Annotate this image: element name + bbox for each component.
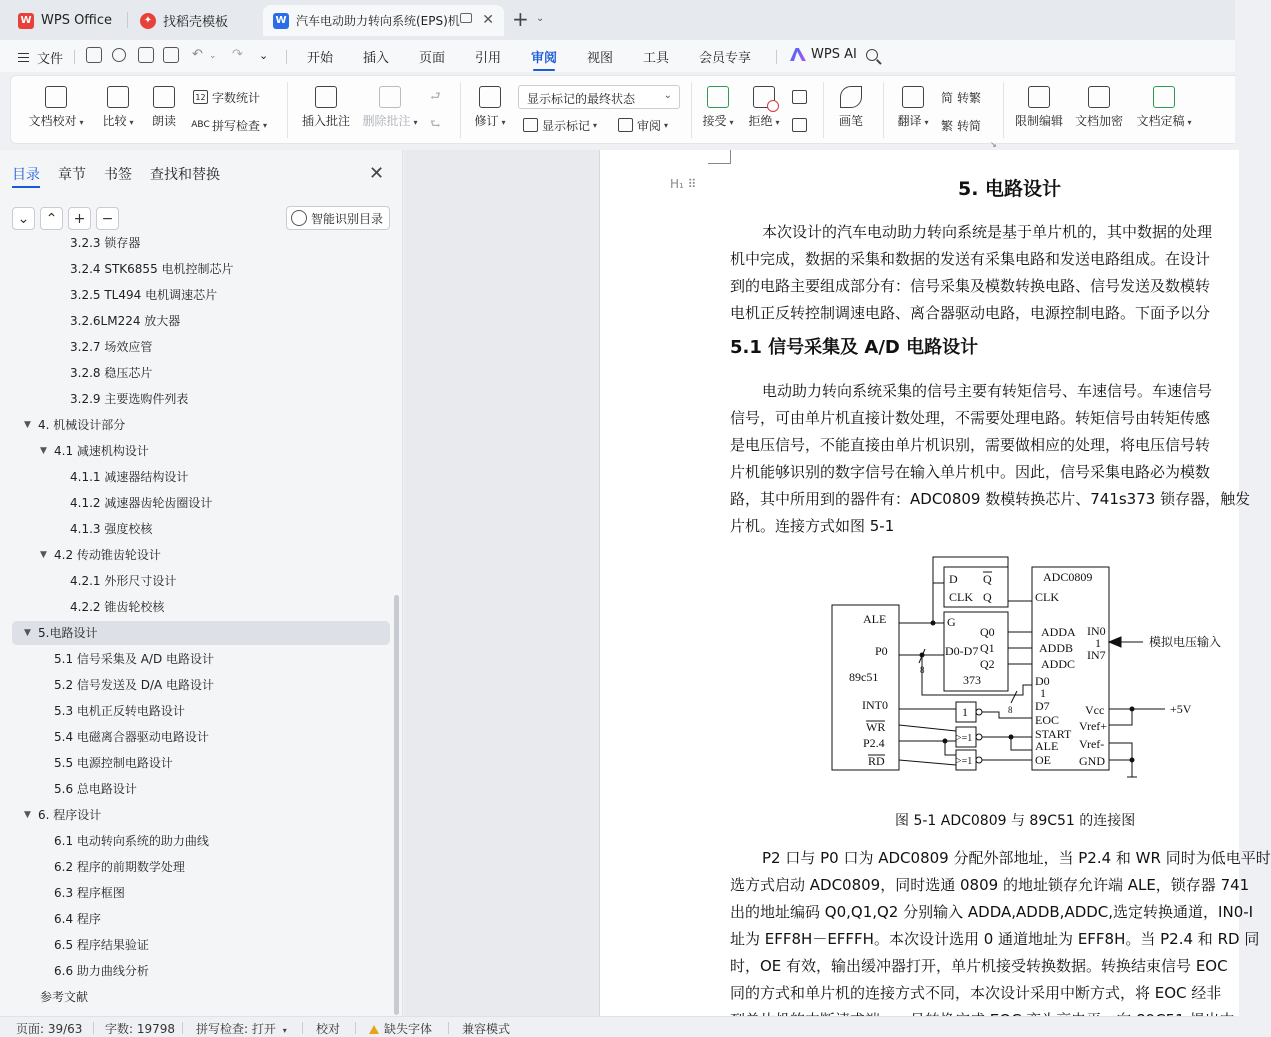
toc-item[interactable]: [12, 335, 390, 359]
toc-item-label: 4.2.1 外形尺寸设计: [70, 574, 177, 588]
nav-tab-toc[interactable]: 目录: [12, 164, 40, 184]
status-separator: [302, 1022, 303, 1034]
encrypt-icon: [1088, 86, 1110, 108]
ff-clk: CLK: [949, 590, 973, 604]
add-heading-icon[interactable]: +: [68, 207, 91, 230]
toc-item-label: 4.2.2 锥齿轮校核: [70, 600, 165, 614]
finalize-button[interactable]: 文档定稿 ▾: [1133, 76, 1195, 144]
toc-item[interactable]: [12, 257, 390, 281]
mcu-label: 89c51: [849, 670, 879, 684]
track-changes-button[interactable]: 修订 ▾: [470, 76, 510, 144]
nav-tab-sections[interactable]: 章节: [58, 167, 86, 183]
toc-item-label: 5.1 信号采集及 A/D 电路设计: [54, 652, 215, 666]
ribbon-separator: [823, 82, 824, 138]
toc-item[interactable]: [12, 569, 390, 593]
ff-qbar: Q: [983, 572, 992, 586]
circuit-diagram: [825, 555, 1245, 785]
adc-in0: IN0: [1087, 624, 1106, 638]
markup-state-value: 显示标记的最终状态: [527, 92, 636, 106]
window-tab-bar: [0, 0, 1235, 40]
reject-label: 拒绝: [748, 114, 773, 128]
status-separator: [93, 1022, 94, 1034]
toc-item[interactable]: [12, 855, 390, 879]
adc-addb: ADDB: [1039, 641, 1074, 655]
toc-item-label: 3.2.8 稳压芯片: [70, 366, 153, 380]
latch-q1: Q1: [980, 641, 995, 655]
menu-tab-tools[interactable]: 工具: [643, 51, 670, 66]
adc-gnd: GND: [1079, 754, 1105, 768]
paragraph-line: 片机能够识别的数字信号在输入单片机中。因此，信号采集电路必为模数: [730, 463, 1211, 481]
nav-scrollbar[interactable]: [394, 595, 399, 1015]
latch-q0: Q0: [980, 625, 995, 639]
toc-item-label: 3.2.9 主要选购件列表: [70, 392, 189, 406]
figure-caption: 图 5-1 ADC0809 与 89C51 的连接图: [895, 813, 1136, 829]
paragraph-line: 同的方式和单片机的连接方式不同，本次设计采用中断方式，将 EOC 经非: [730, 984, 1222, 1002]
print-icon[interactable]: [138, 47, 154, 63]
tab-template[interactable]: [130, 5, 258, 36]
missing-font-indicator[interactable]: [369, 1020, 432, 1037]
toc-item-label: 6.3 程序框图: [54, 886, 125, 900]
expand-triangle-icon[interactable]: ▼: [24, 420, 31, 430]
wps-ai-button[interactable]: [790, 47, 857, 62]
word-count-icon: 12: [193, 90, 208, 104]
markup-state-select[interactable]: [518, 85, 680, 109]
hamburger-icon: [18, 53, 29, 62]
latch-d: D0-D7: [945, 644, 979, 658]
doc-check-icon: [45, 86, 67, 108]
toc-item[interactable]: [12, 647, 390, 671]
smart-toc-icon: [291, 210, 307, 226]
menu-separator: [74, 50, 75, 64]
or-gate-label: >=1: [956, 733, 973, 744]
track-changes-label: 修订: [474, 114, 499, 128]
paragraph-line: 电动助力转向系统采集的信号主要有转矩信号、车速信号。车速信号: [762, 382, 1213, 400]
accept-button[interactable]: 接受 ▾: [699, 76, 737, 144]
writer-logo-icon: W: [273, 13, 289, 29]
toc-item-label: 5.2 信号发送及 D/A 电路设计: [54, 678, 215, 692]
compat-mode-indicator[interactable]: 兼容模式: [462, 1022, 511, 1036]
tab-label: 找稻壳模板: [163, 15, 229, 30]
reject-icon: [753, 86, 775, 108]
adc-vref-minus: Vref-: [1079, 737, 1105, 751]
pen-button[interactable]: [833, 76, 869, 144]
toc-item-label: 4.1.3 强度校核: [70, 522, 153, 536]
status-separator: [448, 1022, 449, 1034]
adc-vcc: Vcc: [1085, 703, 1105, 717]
to-simplified-button[interactable]: [941, 115, 981, 135]
paragraph-line: 本次设计的汽车电动助力转向系统是基于单片机的，其中数据的处理: [762, 223, 1213, 241]
expand-triangle-icon[interactable]: ▼: [24, 628, 31, 638]
status-separator: [182, 1022, 183, 1034]
toc-item-label: 6.5 程序结果验证: [54, 938, 149, 952]
menu-tab-view[interactable]: 视图: [587, 51, 614, 66]
toc-item-label: 6. 程序设计: [38, 808, 102, 822]
toc-item[interactable]: [12, 517, 390, 541]
toc-item-label: 4.1.2 减速器齿轮齿圈设计: [70, 496, 213, 510]
toc-item[interactable]: [12, 283, 390, 307]
toc-item-label: 3.2.4 STK6855 电机控制芯片: [70, 262, 234, 276]
toc-item[interactable]: [12, 465, 390, 489]
more-chevron-icon[interactable]: ⌄: [259, 49, 269, 62]
toc-item[interactable]: [12, 725, 390, 749]
finalize-icon: [1153, 86, 1175, 108]
expand-down-icon[interactable]: ⌄: [12, 207, 35, 230]
ff-q: Q: [983, 590, 992, 604]
spell-check-status: 拼写检查: 打开: [196, 1022, 276, 1036]
new-tab-icon[interactable]: +: [512, 7, 529, 31]
compare-button[interactable]: 比较 ▾: [97, 76, 139, 144]
ribbon-separator: [287, 82, 288, 138]
menu-tab-member[interactable]: 会员专享: [699, 51, 752, 66]
docer-logo-icon: ✦: [140, 13, 156, 29]
expand-triangle-icon[interactable]: ▼: [24, 810, 31, 820]
toc-item[interactable]: [12, 959, 390, 983]
toc-item[interactable]: [12, 829, 390, 853]
doc-check-label: 文档校对: [28, 114, 77, 128]
expand-triangle-icon[interactable]: ▼: [40, 446, 47, 456]
chevron-down-icon[interactable]: ⌄: [536, 13, 545, 24]
menu-separator: [776, 50, 777, 64]
reject-button[interactable]: 拒绝 ▾: [745, 76, 783, 144]
margin-mark: [708, 163, 730, 164]
toc-item-label: 4.1 减速机构设计: [54, 444, 149, 458]
expand-triangle-icon[interactable]: ▼: [40, 550, 47, 560]
close-pane-icon[interactable]: ✕: [369, 163, 385, 184]
smart-toc-label: 智能识别目录: [311, 211, 384, 226]
translate-icon: [902, 86, 924, 108]
finalize-label: 文档定稿: [1136, 114, 1185, 128]
toc-item[interactable]: [12, 413, 390, 437]
insert-comment-button[interactable]: [300, 76, 352, 144]
toc-item[interactable]: [12, 309, 390, 333]
toc-item[interactable]: [12, 777, 390, 801]
to-traditional-button[interactable]: [941, 87, 981, 107]
restrict-edit-icon: [1028, 86, 1050, 108]
menu-bar: [0, 40, 1235, 72]
show-markup-label: 显示标记: [542, 118, 591, 133]
tab-label: WPS Office: [41, 13, 113, 28]
paragraph-line: 机中完成，数据的采集和数据的发送有采集电路和发送电路组成。在设计: [730, 250, 1211, 268]
toc-item[interactable]: [12, 621, 390, 645]
monitor-icon[interactable]: [460, 13, 472, 23]
toc-item-label: 6.6 助力曲线分析: [54, 964, 149, 978]
adc-in7: IN7: [1087, 648, 1106, 662]
toc-item-label: 参考文献: [40, 990, 89, 1004]
spell-check-icon: ABC: [191, 120, 210, 130]
file-menu[interactable]: [18, 48, 63, 67]
menu-tab-insert[interactable]: 插入: [363, 51, 390, 66]
prev-change-icon[interactable]: [792, 87, 811, 107]
restrict-edit-label: 限制编辑: [1014, 114, 1063, 128]
menu-tab-review[interactable]: 审阅: [531, 47, 557, 66]
analog-input-label: 模拟电压输入: [1149, 635, 1222, 649]
pen-icon: [840, 86, 862, 108]
nav-tab-bookmarks[interactable]: 书签: [104, 167, 132, 183]
adc-oe: OE: [1035, 753, 1051, 767]
paragraph-line: 到的电路主要组成部分有：信号采集及模数转换电路、信号发送及数模转: [730, 277, 1211, 295]
toc-item-label: 6.4 程序: [54, 912, 101, 926]
encrypt-label: 文档加密: [1074, 114, 1123, 128]
toc-list: [0, 236, 392, 1016]
insert-comment-label: 插入批注: [301, 114, 350, 128]
tab-label: 汽车电动助力转向系统(EPS)机: [296, 14, 460, 28]
vplus-label: +5V: [1170, 702, 1192, 716]
latch-g: G: [947, 615, 956, 629]
toc-item-label: 4.1.1 减速器结构设计: [70, 470, 189, 484]
translate-label: 翻译: [897, 114, 922, 128]
toc-item-label: 5.电路设计: [38, 626, 98, 640]
toc-item[interactable]: [12, 699, 390, 723]
share-icon[interactable]: [112, 48, 126, 62]
adc-ale: ALE: [1035, 739, 1059, 753]
warning-icon: [369, 1025, 379, 1034]
compare-label: 比较: [102, 114, 127, 128]
simplified-icon: 繁: [941, 118, 954, 133]
toc-item-label: 5.6 总电路设计: [54, 782, 137, 796]
toc-item-label: 3.2.6LM224 放大器: [70, 314, 181, 328]
adc-adda: ADDA: [1041, 625, 1076, 639]
adc-start: START: [1035, 727, 1072, 741]
paragraph-line: 电机正反转控制调速电路、离合器驱动电路，电源控制电路。下面予以分: [730, 304, 1211, 322]
accept-icon: [707, 86, 729, 108]
adc-d0: D0: [1035, 674, 1050, 688]
prev-comment-icon[interactable]: ⮐: [430, 88, 441, 103]
tab-document[interactable]: [263, 5, 504, 36]
pin-int0: INT0: [862, 698, 888, 712]
ff-d: D: [949, 572, 958, 586]
menu-tab-home[interactable]: 开始: [307, 51, 334, 66]
delete-comment-label: 删除批注: [362, 114, 411, 128]
paragraph-line: 是电压信号，不能直接由单片机识别，需要做相应的处理，将电压信号转: [730, 436, 1211, 454]
toc-item[interactable]: [12, 803, 390, 827]
toc-item[interactable]: [12, 751, 390, 775]
undo-dropdown-icon[interactable]: ⌄: [209, 51, 217, 61]
toc-item-label: 6.2 程序的前期数学处理: [54, 860, 185, 874]
or-gate-label: >=1: [956, 756, 973, 767]
paragraph-line: 选方式启动 ADC0809，同时选通 0809 的地址锁存允许端 ALE，锁存器 741: [730, 876, 1250, 894]
navigation-pane: [0, 150, 403, 1016]
adc-addc: ADDC: [1041, 657, 1076, 671]
read-aloud-icon: [153, 86, 175, 108]
pen-label: 画笔: [838, 114, 863, 128]
document-area: [404, 150, 1271, 1016]
nav-tab-find-replace[interactable]: 查找和替换: [150, 167, 220, 183]
menu-separator: [286, 50, 287, 64]
heading-drag-handle-icon[interactable]: H₁ ⠿: [670, 177, 697, 191]
restrict-edit-button[interactable]: [1013, 76, 1065, 144]
toc-item-label: 3.2.5 TL494 电机调速芯片: [70, 288, 218, 302]
toc-item-label: 3.2.7 场效应管: [70, 340, 153, 354]
toc-item[interactable]: [12, 387, 390, 411]
word-count-indicator[interactable]: 字数: 19798: [105, 1022, 176, 1036]
track-changes-icon: [479, 86, 501, 108]
redo-icon[interactable]: ↷: [232, 47, 243, 62]
search-icon[interactable]: [866, 49, 878, 61]
encrypt-button[interactable]: [1073, 76, 1125, 144]
paragraph-line: 时，OE 有效，输出缓冲器打开，单片机接受转换数据。转换结束信号 EOC: [730, 957, 1228, 975]
toc-item[interactable]: [12, 491, 390, 515]
undo-icon[interactable]: ↶: [192, 47, 203, 62]
chevron-down-icon: ⌄: [663, 90, 672, 101]
margin-mark: [730, 150, 731, 164]
toc-item[interactable]: [12, 595, 390, 619]
toc-item-label: 4.2 传动锥齿轮设计: [54, 548, 161, 562]
latch-label: 373: [963, 673, 981, 687]
adc-label: ADC0809: [1043, 570, 1093, 584]
paragraph-line: 片机。连接方式如图 5-1: [730, 517, 895, 535]
toc-item[interactable]: [12, 673, 390, 697]
toc-item[interactable]: [12, 439, 390, 463]
pin-ale: ALE: [863, 612, 887, 626]
review-pane-button[interactable]: 审阅 ▾: [618, 115, 668, 135]
remove-heading-icon[interactable]: −: [96, 207, 119, 230]
review-pane-label: 审阅: [637, 118, 662, 133]
spell-check-indicator[interactable]: 拼写检查: 打开 ▾: [196, 1022, 287, 1036]
word-count-label: 字数统计: [212, 90, 261, 105]
delete-comment-button[interactable]: 删除批注 ▾: [361, 76, 419, 144]
status-separator: [355, 1022, 356, 1034]
delete-comment-icon: [379, 86, 401, 108]
toc-item-label: 5.3 电机正反转电路设计: [54, 704, 185, 718]
ribbon-separator: [460, 82, 461, 138]
adc-in-mid: 1: [1095, 636, 1101, 650]
bus-width-label-2: 8: [1008, 705, 1013, 715]
tab-separator: [127, 12, 128, 28]
file-menu-label: 文件: [37, 52, 64, 67]
smart-toc-button[interactable]: [286, 206, 390, 230]
adc-clk: CLK: [1035, 590, 1059, 604]
show-markup-icon: [523, 118, 538, 132]
toc-item[interactable]: [12, 361, 390, 385]
to-traditional-label: 转繁: [957, 90, 982, 105]
menu-tab-page[interactable]: 页面: [419, 51, 446, 66]
tab-wps-office[interactable]: [8, 5, 124, 36]
review-ribbon: [10, 75, 1235, 149]
read-aloud-label: 朗读: [151, 114, 176, 128]
toc-item[interactable]: [12, 907, 390, 931]
collapse-up-icon[interactable]: ⌃: [40, 207, 63, 230]
toc-item[interactable]: [12, 881, 390, 905]
toc-item[interactable]: [12, 985, 390, 1009]
toc-item-label: 5.4 电磁离合器驱动电路设计: [54, 730, 209, 744]
show-markup-button[interactable]: 显示标记 ▾: [523, 115, 597, 135]
dialog-launcher-icon[interactable]: ↘: [990, 139, 997, 149]
toc-item-label: 3.2.3 锁存器: [70, 236, 141, 250]
adc-d-mid: 1: [1040, 686, 1046, 700]
not-gate-label: 1: [962, 705, 968, 719]
bus-width-label: 8: [920, 665, 925, 675]
compare-icon: [107, 86, 129, 108]
document-page[interactable]: [599, 150, 1271, 1016]
to-simplified-label: 转简: [957, 118, 982, 133]
word-count-button[interactable]: [193, 87, 260, 107]
doc-heading-2: 5.1 信号采集及 A/D 电路设计: [730, 337, 979, 358]
menu-tab-reference[interactable]: 引用: [475, 51, 502, 66]
next-change-icon[interactable]: [792, 115, 811, 135]
toc-item-label: 4. 机械设计部分: [38, 418, 126, 432]
toc-item[interactable]: [12, 543, 390, 567]
paragraph-line: 信号，可由单片机直接计数处理，不需要处理电路。转矩信号由转矩传感: [730, 409, 1211, 427]
review-pane-icon: [618, 118, 633, 132]
adc-eoc: EOC: [1035, 713, 1059, 727]
pin-rd: RD: [868, 754, 885, 768]
toc-item-label: 6.1 电动转向系统的助力曲线: [54, 834, 209, 848]
wps-ai-icon: [790, 48, 806, 61]
page-indicator[interactable]: 页面: 39/63: [16, 1022, 83, 1036]
save-icon[interactable]: [86, 47, 102, 63]
paragraph-line: P2 口与 P0 口为 ADC0809 分配外部地址，当 P2.4 和 WR 同时为低电平时: [762, 849, 1271, 867]
paragraph-line: 路，其中所用到的器件有：ADC0809 数模转换芯片、741s373 锁存器，触发: [730, 490, 1251, 508]
toc-item[interactable]: [12, 933, 390, 957]
proofread-indicator[interactable]: 校对: [316, 1022, 341, 1036]
paragraph-line: 出的地址编码 Q0,Q1,Q2 分别输入 ADDA,ADDB,ADDC,选定转换通道，IN0-I: [730, 903, 1254, 921]
wps-ai-label: WPS AI: [811, 47, 857, 62]
spell-check-button[interactable]: ABC 拼写检查 ▾: [191, 118, 268, 133]
traditional-icon: 简: [941, 90, 954, 105]
doc-heading-1: 5. 电路设计: [958, 178, 1062, 200]
paragraph-line: 址为 EFF8H－EFFFH。本次设计选用 0 通道地址为 EFF8H。当 P2.4 和 RD 同: [730, 930, 1260, 948]
status-bar: [0, 1016, 1235, 1037]
adc-d7: D7: [1035, 699, 1050, 713]
pin-p24: P2.4: [863, 736, 885, 750]
pin-p0: P0: [875, 644, 888, 658]
print-preview-icon[interactable]: [163, 47, 179, 63]
ribbon-separator: [1003, 82, 1004, 138]
read-aloud-button[interactable]: [148, 76, 180, 144]
toc-item[interactable]: [12, 231, 390, 255]
insert-comment-icon: [315, 86, 337, 108]
ribbon-separator: [691, 82, 692, 138]
accept-label: 接受: [702, 114, 727, 128]
pin-wr: WR: [866, 720, 886, 734]
wps-logo-icon: W: [18, 13, 34, 29]
ribbon-separator: [883, 82, 884, 138]
spell-check-label: 拼写检查: [212, 118, 261, 133]
translate-button[interactable]: 翻译 ▾: [892, 76, 934, 144]
next-comment-icon[interactable]: ⮑: [430, 116, 441, 131]
latch-q2: Q2: [980, 657, 995, 671]
toc-item-label: 5.5 电源控制电路设计: [54, 756, 173, 770]
close-tab-icon[interactable]: ✕: [482, 12, 494, 28]
missing-font-label: 缺失字体: [384, 1022, 433, 1036]
doc-check-button[interactable]: 文档校对 ▾: [27, 76, 85, 144]
adc-vref-plus: Vref+: [1079, 719, 1108, 733]
